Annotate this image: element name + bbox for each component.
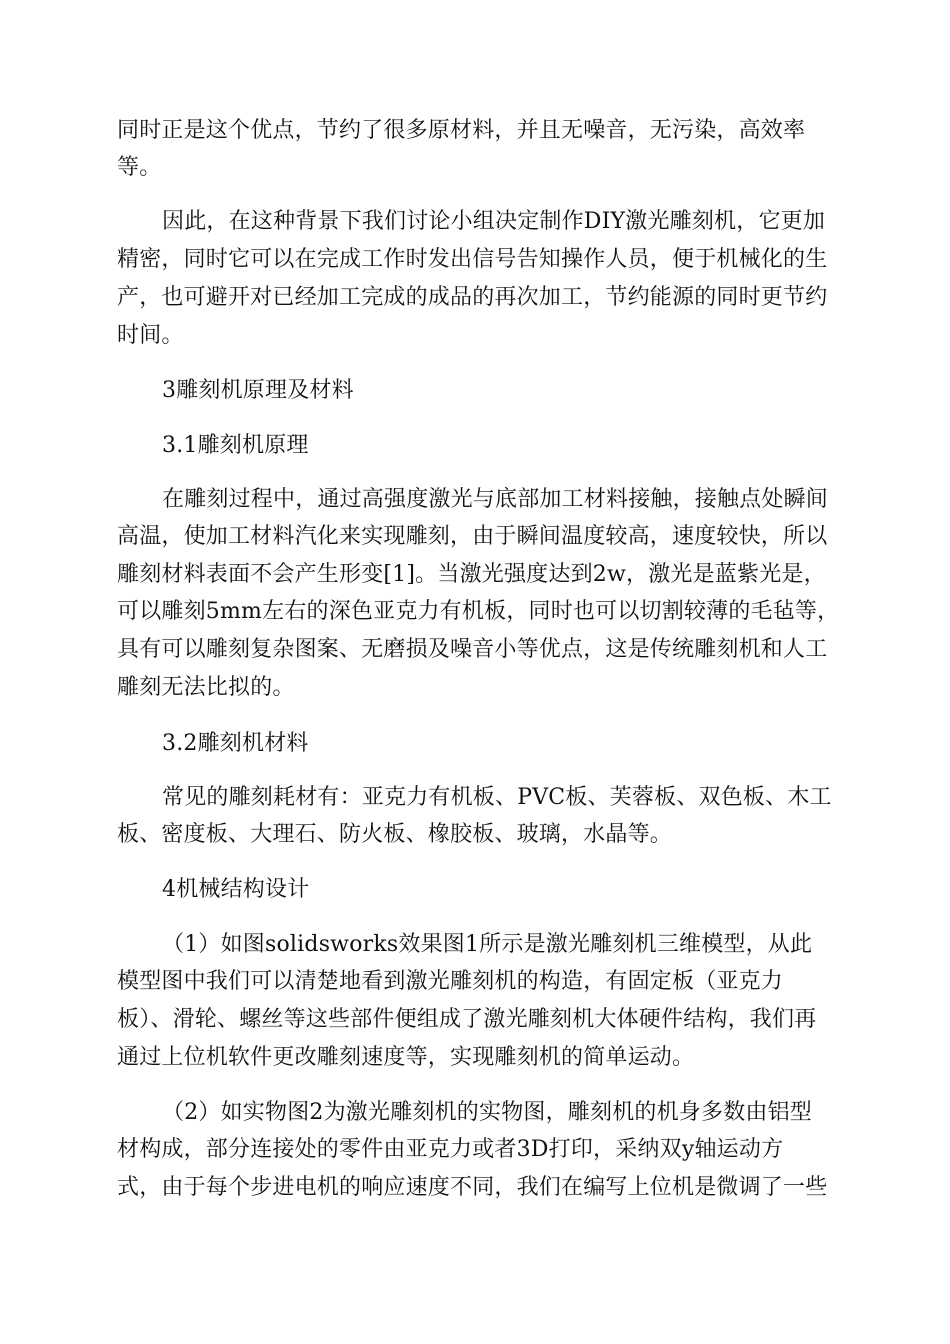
paragraph-line: 因此，在这种背景下我们讨论小组决定制作DIY激光雕刻机，它更加: [162, 209, 826, 234]
paragraph-line: 高温，使加工材料汽化来实现雕刻，由于瞬间温度较高，速度较快，所以: [117, 524, 828, 549]
paragraph-line: （1）如图solidsworks效果图1所示是激光雕刻机三维模型，从此: [162, 932, 813, 957]
paragraph-line: 时间。: [117, 323, 184, 348]
paragraph-line: 精密，同时它可以在完成工作时发出信号告知操作人员，便于机械化的生: [117, 247, 828, 272]
paragraph-line: 式，由于每个步进电机的响应速度不同，我们在编写上位机是微调了一些: [117, 1175, 828, 1200]
paragraph-line: 板、密度板、大理石、防火板、橡胶板、玻璃，水晶等。: [117, 822, 673, 847]
paragraph-line: 可以雕刻5mm左右的深色亚克力有机板，同时也可以切割较薄的毛毡等，: [117, 599, 840, 624]
subsection-heading: 3.1雕刻机原理: [162, 433, 309, 458]
paragraph-line: （2）如实物图2为激光雕刻机的实物图，雕刻机的机身多数由铝型: [162, 1100, 812, 1125]
paragraph-line: 材构成，部分连接处的零件由亚克力或者3D打印，采纳双y轴运动方: [117, 1137, 784, 1162]
paragraph-line: 板）、滑轮、螺丝等这些部件便组成了激光雕刻机大体硬件结构，我们再: [117, 1007, 817, 1032]
paragraph-line: 雕刻无法比拟的。: [117, 675, 295, 700]
paragraph-line: 在雕刻过程中，通过高强度激光与底部加工材料接触，接触点处瞬间: [162, 487, 829, 512]
paragraph-line: 常见的雕刻耗材有：亚克力有机板、PVC板、芙蓉板、双色板、木工: [162, 785, 832, 810]
paragraph-line: 等。: [117, 155, 162, 180]
paragraph-line: 产，也可避开对已经加工完成的成品的再次加工，节约能源的同时更节约: [117, 285, 828, 310]
subsection-heading: 3.2雕刻机材料: [162, 731, 309, 756]
paragraph-line: 雕刻材料表面不会产生形变[1]。当激光强度达到2w，激光是蓝紫光是，: [117, 562, 826, 587]
section-heading: 3雕刻机原理及材料: [162, 378, 354, 403]
paragraph-line: 通过上位机软件更改雕刻速度等，实现雕刻机的简单运动。: [117, 1045, 695, 1070]
paragraph-line: 模型图中我们可以清楚地看到激光雕刻机的构造，有固定板（亚克力: [117, 969, 784, 994]
paragraph-line: 同时正是这个优点，节约了很多原材料，并且无噪音，无污染，高效率: [117, 118, 806, 143]
paragraph-line: 具有可以雕刻复杂图案、无磨损及噪音小等优点，这是传统雕刻机和人工: [117, 637, 828, 662]
section-heading: 4机械结构设计: [162, 877, 310, 902]
